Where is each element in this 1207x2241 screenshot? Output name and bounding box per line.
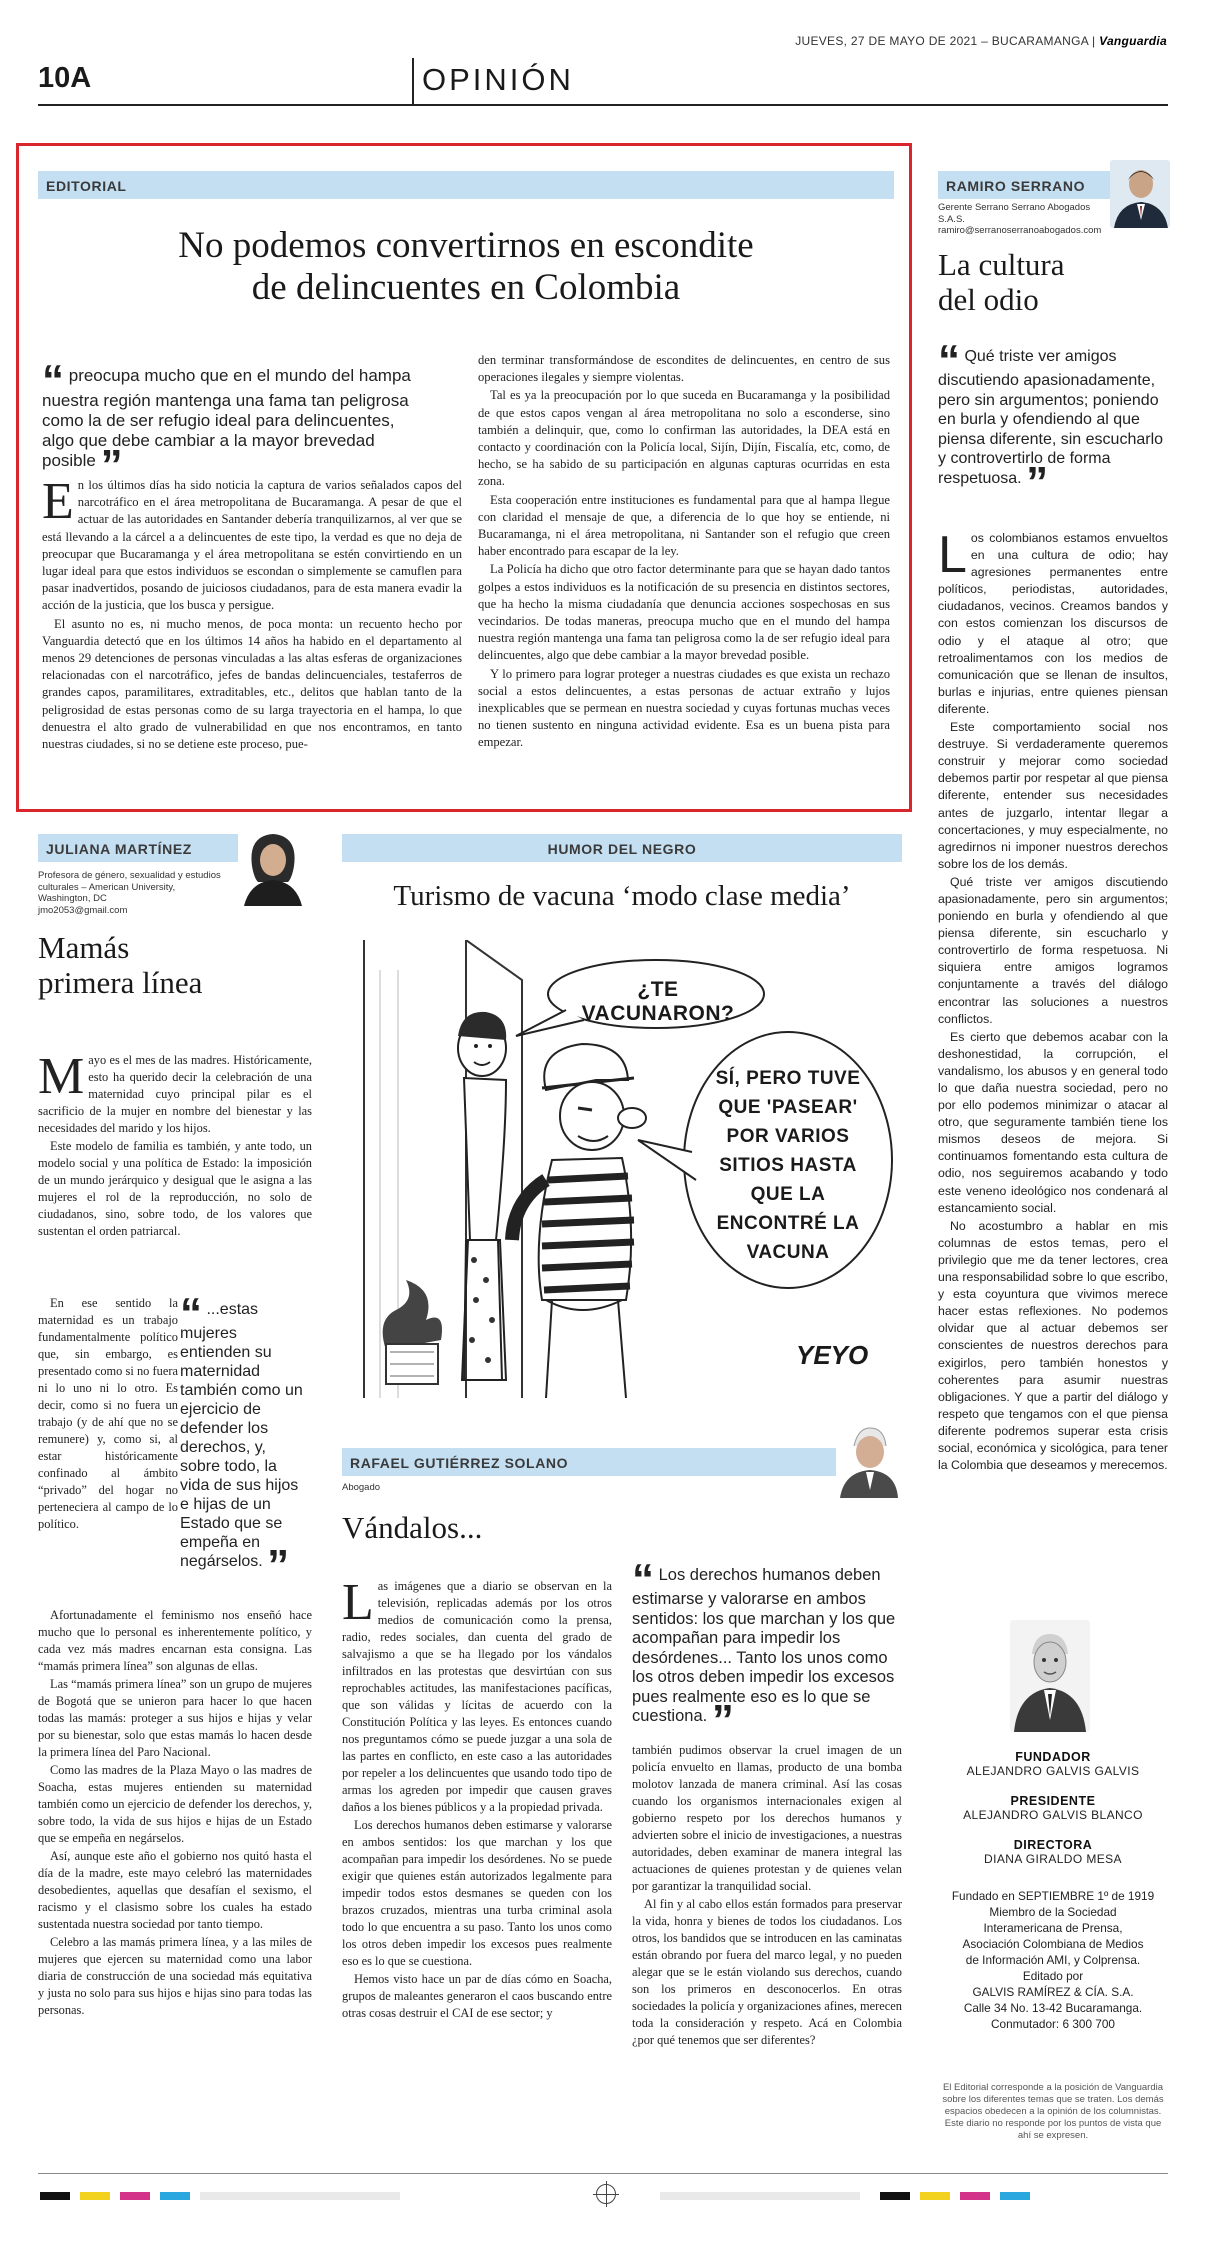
footer-rule xyxy=(38,2173,1168,2174)
section-title: OPINIÓN xyxy=(422,62,574,97)
paragraph: Este comportamiento social nos destruye. Si verdaderamente queremos construir y mejorar como sociedad debemos partir por respetar al que piensa diferente, entender sus necesidades antes de juzgarlo, intentar llegar a concertaciones, y muy especialmente, no agredirnos ni imponer nuestros derechos sobre los de los demás. xyxy=(938,720,1168,871)
pull-quote-text: ...estas mujeres entienden su maternidad también como un ejercicio de defender los derechos, y, sobre todo, la vida de sus hijos e hijas de un Estado que se empeña en negárselos. xyxy=(180,1301,303,1570)
cartoon-label: HUMOR DEL NEGRO xyxy=(547,841,697,857)
pull-quote-text: Los derechos humanos deben estimarse y valorarse en ambos sentidos: los que marchan y los que acompañan para impedir los desórdenes... Tanto los unos como los otros deben impedir los excesos pues realmente eso es lo que se cuestiona. xyxy=(632,1566,896,1725)
ramiro-email: ramiro@serranoserranoabogados.com xyxy=(938,225,1102,236)
juliana-portrait-icon xyxy=(238,826,308,906)
cartoon-bubble-1: ¿TE VACUNARON? xyxy=(581,978,735,1025)
paragraph: den terminar transformándose de escondites de delincuentes, en centro de sus operaciones ilegales y siempre violentas. xyxy=(478,353,890,385)
presidente-name: ALEJANDRO GALVIS BLANCO xyxy=(963,1808,1143,1822)
rafael-pull-quote xyxy=(632,1555,902,1745)
directora-label: DIRECTORA xyxy=(1013,1838,1093,1852)
paragraph: Como las madres de la Plaza Mayo o las madres de Soacha, estas mujeres entienden su maternidad también como un ejercicio de defender los derechos, y, sobre todo, la vida de sus hijos e hijas de un Estado que se empeña en negárselos. xyxy=(38,1763,312,1845)
juliana-intro xyxy=(38,1048,312,1241)
ramiro-portrait-icon xyxy=(1110,160,1170,228)
fundador-label: FUNDADOR xyxy=(1015,1750,1091,1764)
ramiro-name: RAMIRO SERRANO xyxy=(946,178,1086,194)
masthead-disclaimer: El Editorial corresponde a la posición de Vanguardia sobre los diferentes temas que se traten. Los demás espacios obedecen a la opinión de los columnistas. Este diario no responde por los puntos de vista que ahí se expresen. xyxy=(942,2082,1164,2141)
masthead xyxy=(938,1750,1168,2032)
open-quote-icon: “ xyxy=(180,1289,202,1338)
paragraph: Celebro a las mamás primera línea, y a las miles de mujeres que ejercen su maternidad como una labor diaria de construcción de una sociedad más equitativa y justa no solo para sus hijos e hijas sino para todas las personas. xyxy=(38,1935,312,2017)
directora-name: DIANA GIRALDO MESA xyxy=(984,1852,1122,1866)
ramiro-title xyxy=(938,247,1170,317)
juliana-byline xyxy=(38,870,228,916)
brand-logo: Vanguardia xyxy=(1099,34,1167,48)
paragraph: Al fin y al cabo ellos están formados para preservar la vida, honra y bienes de todos los ciudadanos. Los otros, los bandidos que se introducen en las caminatas están obrando por fuera del marco legal, y no pueden alegar que se le están violando sus derechos, cuando son los primeros en desconocerlos. En otras sociedades la policía y organizaciones afines, merecen toda la consideración y respeto. Acá en Colombia ¿por qué tenemos que ser diferentes? xyxy=(632,1897,902,2047)
print-swatch xyxy=(160,2192,190,2200)
section-divider xyxy=(412,58,414,104)
cartoon-label-bar xyxy=(342,834,902,862)
paragraph: Los colombianos estamos envueltos en una cultura de odio; hay agresiones permanentes entre políticos, periodistas, autoridades, ciudadanos, vecinos. Creamos bandos y con estos comienzan los discursos de odio y el ataque al otro; que retroalimentamos con los medios de comunicación que se llenan de insultos, burlas e injurias, entre quienes piensan diferente. xyxy=(938,526,1168,716)
pull-quote-text: preocupa mucho que en el mundo del hampa nuestra región mantenga una fama tan peligrosa como la de ser refugio ideal para delincuentes, algo que debe cambiar a la mayor brevedad posible xyxy=(42,366,411,470)
paragraph: Así, aunque este año el gobierno nos quitó hasta el día de la madre, este mayo celebró las maternidades desobedientes, aquellas que desafían el sexismo, el racismo y el clasismo sobre los cuales ha estado sustentada nuestra sociedad por tanto tiempo. xyxy=(38,1849,312,1931)
registration-mark-icon xyxy=(596,2184,616,2204)
masthead-info xyxy=(938,1888,1168,2032)
open-quote-icon: “ xyxy=(938,336,960,385)
paragraph: Las imágenes que a diario se observan en la televisión, replicadas además por los otros medios de comunicación como la prensa, radio, redes sociales, dan cuenta del grado de salvajismo a que se ha llegado por los vándalos infiltrados en las protestas que desvirtúan con sus reprochables actitudes, las manifestaciones pacíficas, que son válidas y lícitas de acuerdo con la Constitución Política y las leyes. Es entonces cuando nos preguntamos cómo se puede juzgar a una sola de las partes en conflicto, en este caso a las autoridades por repeler a los delincuentes que usando todo tipo de armas los agreden por impedir que causen graves daños a los bienes públicos y a la propiedad privada. xyxy=(342,1574,612,1814)
paragraph: Mayo es el mes de las madres. Históricamente, esto ha querido decir la celebración de una maternidad cuyo principal pilar es el sacrificio de la mujer en nombre del bienestar y las necesidades del marido y los hijos. xyxy=(38,1048,312,1135)
cartoon-signature: YEYO xyxy=(796,1340,869,1370)
paragraph: No acostumbro a hablar en mis columnas de estos temas, pero el privilegio que me da tener lectores, crea una responsabilidad sobre lo que escribo, y esta coyuntura que vivimos merece hacer estas reflexiones. No podemos olvidar que al actuar debemos ser conscientes de nuestros derechos para exigirlos, pero también honestos y coherentes para asumir nuestras obligaciones. Y que a partir del diálogo y respeto que tengamos con el que piensa diferente podremos superar esta crisis social, económica y sicológica, para tener la Colombia que deseamos y merecemos. xyxy=(938,1218,1168,1473)
paragraph: Los derechos humanos deben estimarse y valorarse en ambos sentidos: los que marchan y los que acompañan para impedir los desórdenes. No se puede exigir que quienes están autorizados legalmente para impedir todos estos desmanes se queden con los brazos cruzados, mientras una turba criminal asola todo lo que encuentra a su paso. Tanto los unos como los otros deben impedir los excesos pues realmente eso es lo que se cuestiona. xyxy=(342,1818,612,1968)
print-swatch xyxy=(660,2192,860,2200)
paragraph: Las “mamás primera línea” son un grupo de mujeres de Bogotá que se unieron para hacer lo que hacen todas las mamás: proteger a sus hijos e hijas y velar por su bienestar, solo que estas mamás lo hacen desde la primera línea del Paro Nacional. xyxy=(38,1677,312,1759)
close-quote-icon: ” xyxy=(100,441,123,490)
paragraph: La Policía ha dicho que otro factor determinante para que se hayan dado tantos golpes a estos individuos es la notificación de su presencia en distintos sectores, que ha hecho la misma ciudadanía que denuncia acciones sospechosas en sus vecindarios. De todas maneras, preocupa mucho que en el mundo del hampa nuestra región mantenga una fama tan peligrosa como la de ser refugio ideal para delincuentes, algo que debe cambiar a la mayor brevedad posible. xyxy=(478,562,890,663)
print-swatch xyxy=(40,2192,70,2200)
paragraph: Hemos visto hace un par de días cómo en Soacha, grupos de maleantes generaron el caos buscando entre otras cosas destruir el CAI de ese sector; y xyxy=(342,1972,612,2020)
print-swatch xyxy=(80,2192,110,2200)
rafael-title: Vándalos... xyxy=(342,1510,483,1545)
header-rule xyxy=(38,104,1168,106)
editorial-label-bar xyxy=(38,171,894,199)
editorial-column-2 xyxy=(478,352,890,753)
editorial-column-1 xyxy=(42,473,462,754)
print-swatch xyxy=(120,2192,150,2200)
cartoon-bubble-2: SÍ, PERO TUVE QUE 'PASEAR' POR VARIOS SITIOS HASTA QUE LA ENCONTRÉ LA VACUNA xyxy=(715,1068,861,1263)
juliana-title xyxy=(38,930,308,1000)
ramiro-portrait xyxy=(1110,160,1170,228)
paragraph: Esta cooperación entre instituciones es fundamental para que al hampa llegue con claridad el mensaje de que, a diferencia de lo que hoy se entiende, ni Bucaramanga, ni el área metropolitana, ni Santander son el refugio que creen haber encontrado para escapar de la ley. xyxy=(478,492,890,559)
juliana-title-line-1: Mamás xyxy=(38,930,130,965)
juliana-narrow-column xyxy=(38,1295,178,1534)
founder-portrait xyxy=(1010,1620,1090,1732)
page-number: 10A xyxy=(38,62,92,94)
info-line: de Información AMI, y Colprensa. xyxy=(965,1953,1141,1967)
juliana-role: Profesora de género, sexualidad y estudios culturales – American University, Washington, DC xyxy=(38,870,221,904)
editorial-headline xyxy=(38,225,894,309)
print-swatch xyxy=(960,2192,990,2200)
info-line: Fundado en SEPTIEMBRE 1º de 1919 xyxy=(951,1889,1155,1903)
juliana-email: jmo2053@gmail.com xyxy=(38,904,128,916)
close-quote-icon: ” xyxy=(711,1696,734,1745)
rafael-column-1 xyxy=(342,1574,612,2023)
juliana-pull-quote xyxy=(180,1289,308,1590)
ramiro-role: Gerente Serrano Serrano Abogados S.A.S. xyxy=(938,202,1091,225)
founder-portrait-icon xyxy=(1010,1620,1090,1732)
ramiro-title-line-1: La cultura xyxy=(938,247,1065,282)
headline-line-1: No podemos convertirnos en escondite xyxy=(178,225,754,266)
ramiro-title-line-2: del odio xyxy=(938,282,1039,317)
info-line: Editado por xyxy=(1022,1969,1084,1983)
paragraph: Y lo primero para lograr proteger a nuestras ciudades es que exista un rechazo social a estos delincuentes, a estas personas de actuar extraño y lujos inexplicables que se permean en nuestra sociedad y cuyas fortunas muchas veces no tienen sustento en ninguna actividad evidente. Esa es un buena pista para empezar. xyxy=(478,666,890,750)
editorial-pull-quote xyxy=(42,356,430,490)
ramiro-pull-quote xyxy=(938,336,1166,507)
print-swatch xyxy=(920,2192,950,2200)
juliana-column-rest xyxy=(38,1607,312,2020)
rafael-name: RAFAEL GUTIÉRREZ SOLANO xyxy=(350,1455,569,1471)
presidente-label: PRESIDENTE xyxy=(1010,1794,1096,1808)
info-line: Calle 34 No. 13-42 Bucaramanga. xyxy=(963,2001,1143,2015)
paragraph: En los últimos días ha sido noticia la captura de varios señalados capos del narcotráfico en el área metropolitana de Bucaramanga. A pesar de que el actuar de las autoridades en Santander debería tranquilizarnos, al ver que se está llevando a la cárcel a a delincuentes de este tipo, la verdad es que no deja de preocupar que Bucaramanga y el área metropolitana se estén convirtiendo en un lugar ideal para que estos individuos se escondan o simplemente se camuflen para pasar inadvertidos, posando de juiciosos ciudadanos, para de esta manera evadir la acción de la justicia, que los busca y persigue. xyxy=(42,473,462,613)
paragraph: En ese sentido la maternidad es un trabajo fundamentalmente político que, sin embargo, es presentado como si no fuera ni lo uno ni lo otro. Es decir, como si no fuera un trabajo (y de ahí que no se remunere) y, como si, al estar históricamente confinado al ámbito “privado” del hogar no perteneciera al campo de lo político. xyxy=(38,1296,178,1531)
ramiro-byline xyxy=(938,202,1108,237)
info-line: Miembro de la Sociedad xyxy=(989,1905,1117,1919)
print-swatch xyxy=(1000,2192,1030,2200)
rafael-name-bar xyxy=(342,1448,836,1476)
info-line: Interamericana de Prensa, xyxy=(983,1921,1123,1935)
paragraph: también pudimos observar la cruel imagen de un policía envuelto en llamas, producto de una bomba molotov lanzada de manera criminal. Así las cosas cuando los organismos internacionales exigen al gobierno respeto por los derechos humanos y advierten sobre el inicio de investigaciones, a nuestras autoridades, deben examinar de manera integral las actuaciones de quienes protestan y de quienes velan por garantizar la tranquilidad social. xyxy=(632,1743,902,1893)
rafael-portrait xyxy=(836,1422,902,1498)
dateline: JUEVES, 27 DE MAYO DE 2021 – BUCARAMANGA | Vanguardia xyxy=(795,34,1167,48)
paragraph: Qué triste ver amigos discutiendo apasionadamente, pero sin argumentos; poniendo en burla y ofendiendo al que piensa diferente, sin escucharlo y controvertirlo de forma respetuosa. Ni siquiera entre amigos logramos conjuntamente a través del diálogo encontrar las soluciones a nuestros conflictos. xyxy=(938,874,1168,1026)
rafael-role: Abogado xyxy=(342,1482,381,1493)
juliana-name: JULIANA MARTÍNEZ xyxy=(46,841,192,857)
info-line: Asociación Colombiana de Medios xyxy=(962,1937,1144,1951)
headline-line-2: de delincuentes en Colombia xyxy=(251,267,681,308)
close-quote-icon: ” xyxy=(1026,457,1049,507)
paragraph: Tal es ya la preocupación por lo que suceda en Bucaramanga y la posibilidad de que estos capos vengan al área metropolitana no solo a esconderse, sino también a delinquir, que, como lo confirman las autoridades, la DEA está en contacto y coordinación con la Policía local, Sijín, Dijín, Fiscalía, etc, como, de hecho, se ha sabido de su participación en algunas capturas ocurridas en esta zona. xyxy=(478,388,890,489)
rafael-column-2 xyxy=(632,1742,902,2050)
paragraph: Afortunadamente el feminismo nos enseñó hace mucho que lo personal es inherentemente político, y cada vez más madres encarnan esta consigna. Las “mamás primera línea” son algunas de ellas. xyxy=(38,1608,312,1673)
print-swatch xyxy=(880,2192,910,2200)
print-swatch xyxy=(200,2192,400,2200)
info-line: Conmutador: 6 300 700 xyxy=(991,2017,1115,2031)
open-quote-icon: “ xyxy=(632,1555,654,1604)
open-quote-icon: “ xyxy=(42,356,64,405)
pull-quote-text: Qué triste ver amigos discutiendo apasionadamente, pero sin argumentos; poniendo en burla y ofendiendo al que piensa diferente, sin escucharlo y controvertirlo de forma respetuosa. xyxy=(938,348,1164,487)
paragraph: Este modelo de familia es también, y ante todo, un modelo social y una política de Estado: la imposición de un mundo jerárquico y desigual que le asigna a las mujeres el rol de la reproducción, no solo de ciudadanos, sino, sobre todo, de los valores que sustentan el orden patriarcal. xyxy=(38,1139,312,1238)
close-quote-icon: ” xyxy=(267,1541,290,1590)
ramiro-column xyxy=(938,526,1168,1475)
juliana-portrait xyxy=(238,826,308,906)
cartoon-title: Turismo de vacuna ‘modo clase media’ xyxy=(393,880,851,912)
juliana-title-line-2: primera línea xyxy=(38,965,203,1000)
rafael-portrait-icon xyxy=(836,1422,902,1498)
fundador-name: ALEJANDRO GALVIS GALVIS xyxy=(966,1764,1140,1778)
editorial-label: EDITORIAL xyxy=(46,178,127,194)
info-line: GALVIS RAMÍREZ & CÍA. S.A. xyxy=(972,1985,1134,1999)
cartoon-illustration xyxy=(346,940,898,1398)
paragraph: Es cierto que debemos acabar con la deshonestidad, la corrupción, el vandalismo, los abusos y en general todo lo que daña nuestra sociedad, pero no por ello podemos minimizar o atacar al otro, que seguramente también tiene los mismos deseos de mejora. Si continuamos fomentando esta cultura de odio, nos seguiremos acabando y todo este veneno ideológico nos condenará al estancamiento social. xyxy=(938,1029,1168,1215)
paragraph: El asunto no es, ni mucho menos, de poca monta: un recuento hecho por Vanguardia detectó que en los últimos 14 años ha habido en el departamento al menos 29 detenciones de personas vinculadas a las altas esferas de organizaciones relacionadas con el narcotráfico, jefes de bandas delincuenciales, testaferros de grandes capos, paramilitares, extraditables, etc., delitos que hablan tanto de la peligrosidad de estas personas como de su larga trayectoria en el hampa, lo que denuestra el alto grado de vulnerabilidad en que nos encontramos, en tanto nuestras ciudades, si no se detiene este proceso, pue- xyxy=(42,616,462,752)
